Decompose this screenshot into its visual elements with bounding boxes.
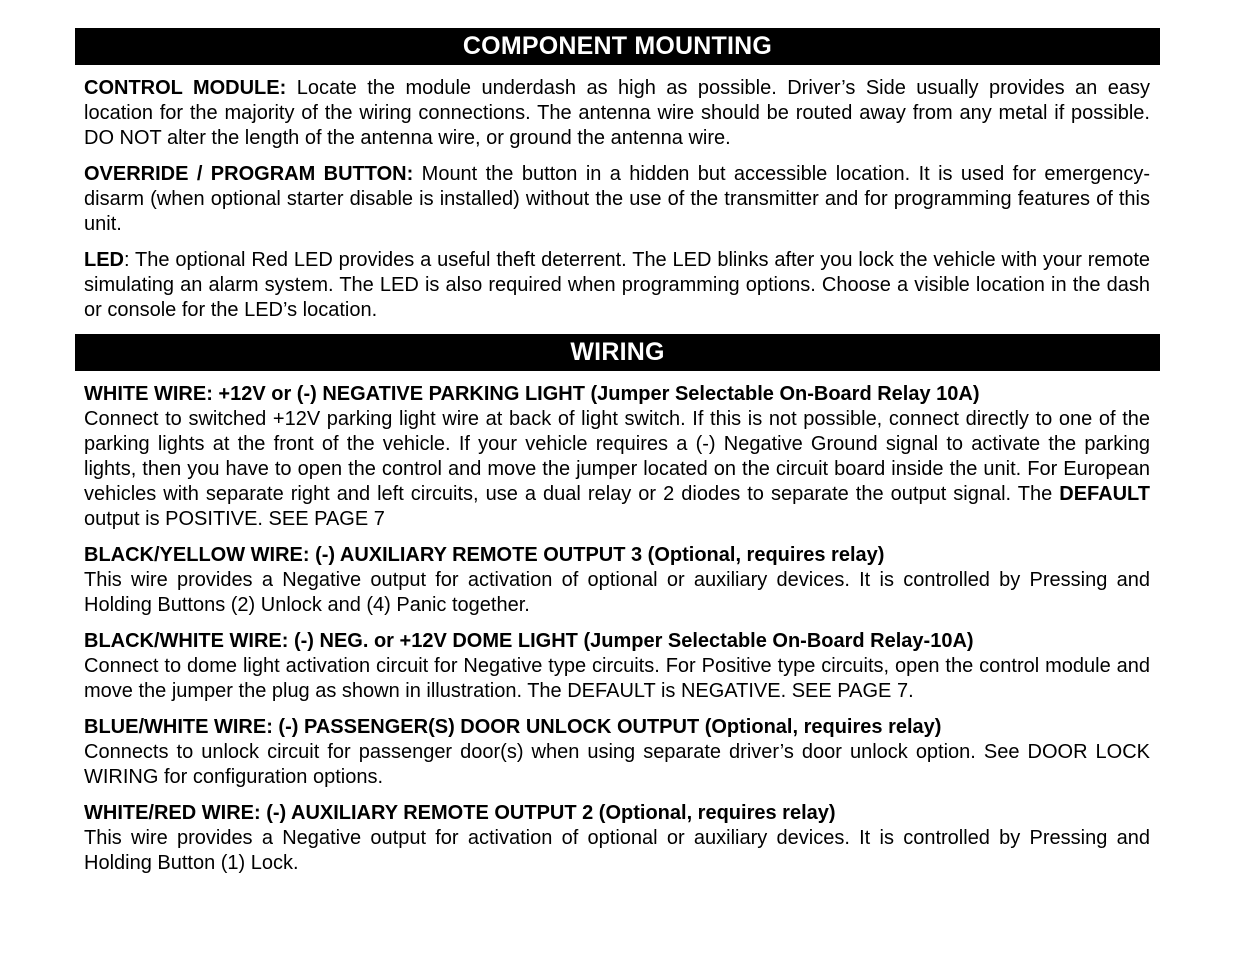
led-text: : The optional Red LED provides a useful theft deterrent. The LED blinks after you lock the vehicle with your remote simulating an alarm system. The LED is also required when programming options. Choose a visible location in the dash or console for the LED’s location.: [84, 249, 1150, 321]
control-module-label: CONTROL MODULE:: [84, 77, 287, 99]
white-red-wire-section: [84, 801, 1150, 876]
black-yellow-wire-heading: BLACK/YELLOW WIRE: (-) AUXILIARY REMOTE OUTPUT 3 (Optional, requires relay): [84, 544, 885, 566]
override-button-paragraph: [84, 162, 1150, 237]
black-yellow-wire-section: [84, 543, 1150, 618]
override-button-label: OVERRIDE / PROGRAM BUTTON:: [84, 163, 414, 185]
override-button-text: Mount the button in a hidden but accessible location. It is used for emergency-disarm (when optional starter disable is installed) without the use of the transmitter and for programming features of this unit.: [84, 163, 1150, 235]
led-paragraph: [84, 248, 1150, 323]
white-wire-text: Connect to switched +12V parking light wire at back of light switch. If this is not possible, connect directly to one of the parking lights at the front of the vehicle. If your vehicle requires a (-) Negative Ground signal to activate the parking lights, then you have to open the control and move the jumper located on the circuit board inside the unit. For European vehicles with separate right and left circuits, use a dual relay or 2 diodes to separate the output signal. The DEFAULT output is POSITIVE. SEE PAGE 7: [84, 408, 1150, 530]
white-wire-default-label: DEFAULT: [1059, 483, 1150, 505]
white-red-wire-text: This wire provides a Negative output for activation of optional or auxiliary devices. It is controlled by Pressing and Holding Button (1) Lock.: [84, 827, 1150, 874]
white-wire-heading: WHITE WIRE: +12V or (-) NEGATIVE PARKING LIGHT (Jumper Selectable On-Board Relay 10A): [84, 383, 980, 405]
wiring-banner: WIRING: [75, 334, 1160, 371]
black-white-wire-heading: BLACK/WHITE WIRE: (-) NEG. or +12V DOME LIGHT (Jumper Selectable On-Board Relay-10A): [84, 630, 974, 652]
blue-white-wire-section: [84, 715, 1150, 790]
control-module-paragraph: [84, 76, 1150, 151]
led-label: LED: [84, 249, 124, 271]
black-white-wire-section: [84, 629, 1150, 704]
black-white-wire-text: Connect to dome light activation circuit for Negative type circuits. For Positive type circuits, open the control module and move the jumper the plug as shown in illustration. The DEFAULT is NEGATIVE. SEE PAGE 7.: [84, 655, 1150, 702]
blue-white-wire-heading: BLUE/WHITE WIRE: (-) PASSENGER(S) DOOR UNLOCK OUTPUT (Optional, requires relay): [84, 716, 942, 738]
black-yellow-wire-text: This wire provides a Negative output for activation of optional or auxiliary devices. It is controlled by Pressing and Holding Buttons (2) Unlock and (4) Panic together.: [84, 569, 1150, 616]
white-wire-section: [84, 382, 1150, 532]
control-module-text: Locate the module underdash as high as possible. Driver’s Side usually provides an easy location for the majority of the wiring connections. The antenna wire should be routed away from any metal if possible. DO NOT alter the length of the antenna wire, or ground the antenna wire.: [84, 77, 1150, 149]
white-red-wire-heading: WHITE/RED WIRE: (-) AUXILIARY REMOTE OUTPUT 2 (Optional, requires relay): [84, 802, 836, 824]
component-mounting-banner: COMPONENT MOUNTING: [75, 28, 1160, 65]
blue-white-wire-text: Connects to unlock circuit for passenger door(s) when using separate driver’s door unlock option. See DOOR LOCK WIRING for configuration options.: [84, 741, 1150, 788]
